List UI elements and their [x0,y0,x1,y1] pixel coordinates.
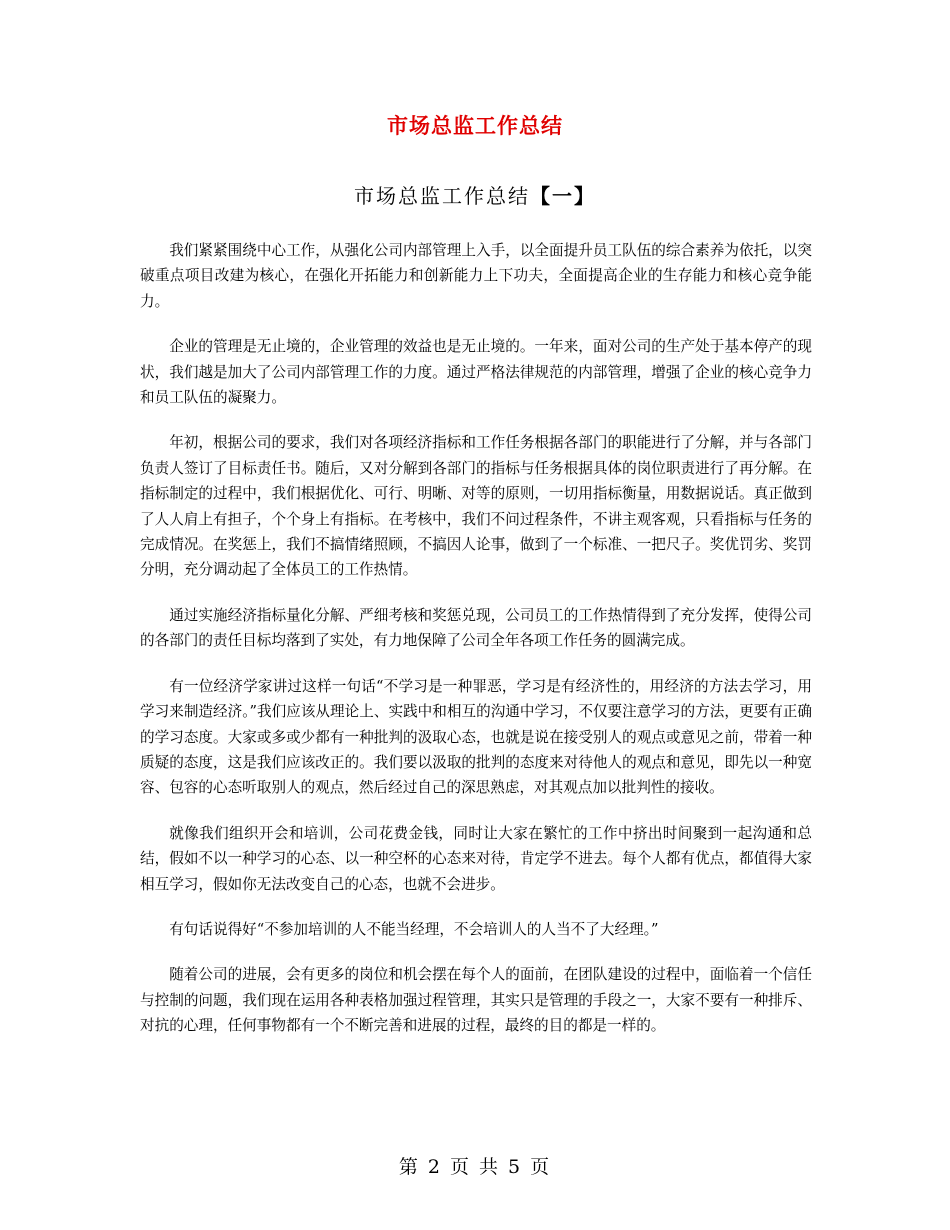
paragraph: 我们紧紧围绕中心工作，从强化公司内部管理上入手，以全面提升员工队伍的综合素养为依托，以突破重点项目改建为核心，在强化开拓能力和创新能力上下功夫，全面提高企业的生存能力和核心竞争能力。 [140,242,812,310]
paragraph: 就像我们组织开会和培训，公司花费金钱，同时让大家在繁忙的工作中挤出时间聚到一起沟通和总结，假如不以一种学习的心态、以一种空杯的心态来对待，肯定学不进去。每个人都有优点，都值得大家相互学习，假如你无法改变自己的心态，也就不会进步。 [140,824,812,893]
section-title-number: 【一】 [530,184,596,208]
paragraph: 有一位经济学家讲过这样一句话“不学习是一种罪恶，学习是有经济性的，用经济的方法去学习，用学习来制造经济。”我们应该从理论上、实践中和相互的沟通中学习，不仅要注意学习的方法，更要有正确的学习态度。大家或多或少都有一种批判的汲取心态，也就是说在接受别人的观点或意见之前，带着一种质疑的态度，这是我们应该改正的。我们要以汲取的批判的态度来对待他人的观点和意见，即先以一种宽容、包容的心态听取别人的观点，然后经过自己的深思熟虑，对其观点加以批判性的接收。 [140,677,812,797]
document-title: 市场总监工作总结 [387,114,563,138]
document-body [140,238,812,1059]
page-footer: 第 2 页 共 5 页 [398,1156,552,1178]
paragraph: 企业的管理是无止境的，企业管理的效益也是无止境的。一年来，面对公司的生产处于基本停产的现状，我们越是加大了公司内部管理工作的力度。通过严格法律规范的内部管理，增强了企业的核心竞争力和员工队伍的凝聚力。 [140,338,812,407]
paragraph: 年初，根据公司的要求，我们对各项经济指标和工作任务根据各部门的职能进行了分解，并与各部门负责人签订了目标责任书。随后，又对分解到各部门的指标与任务根据具体的岗位职责进行了再分解。在指标制定的过程中，我们根据优化、可行、明晰、对等的原则，一切用指标衡量，用数据说话。真正做到了人人肩上有担子，个个身上有指标。在考核中，我们不问过程条件，不讲主观客观，只看指标与任务的完成情况。在奖惩上，我们不搞情绪照顾，不搞因人论事，做到了一个标准、一把尺子。奖优罚劣、奖罚分明，充分调动起了全体员工的工作热情。 [140,434,812,579]
section-title [0,180,950,209]
section-title-text: 市场总监工作总结 [354,184,530,208]
paragraph: 随着公司的进展，会有更多的岗位和机会摆在每个人的面前，在团队建设的过程中，面临着一个信任与控制的问题，我们现在运用各种表格加强过程管理，其实只是管理的手段之一，大家不要有一种排斥、对抗的心理，任何事物都有一个不断完善和进展的过程，最终的目的都是一样的。 [140,966,812,1035]
paragraph: 有句话说得好“不参加培训的人不能当经理，不会培训人的人当不了大经理。” [169,920,659,938]
paragraph: 通过实施经济指标量化分解、严细考核和奖惩兑现，公司员工的工作热情得到了充分发挥，使得公司的各部门的责任目标均落到了实处，有力地保障了公司全年各项工作任务的圆满完成。 [140,606,812,650]
